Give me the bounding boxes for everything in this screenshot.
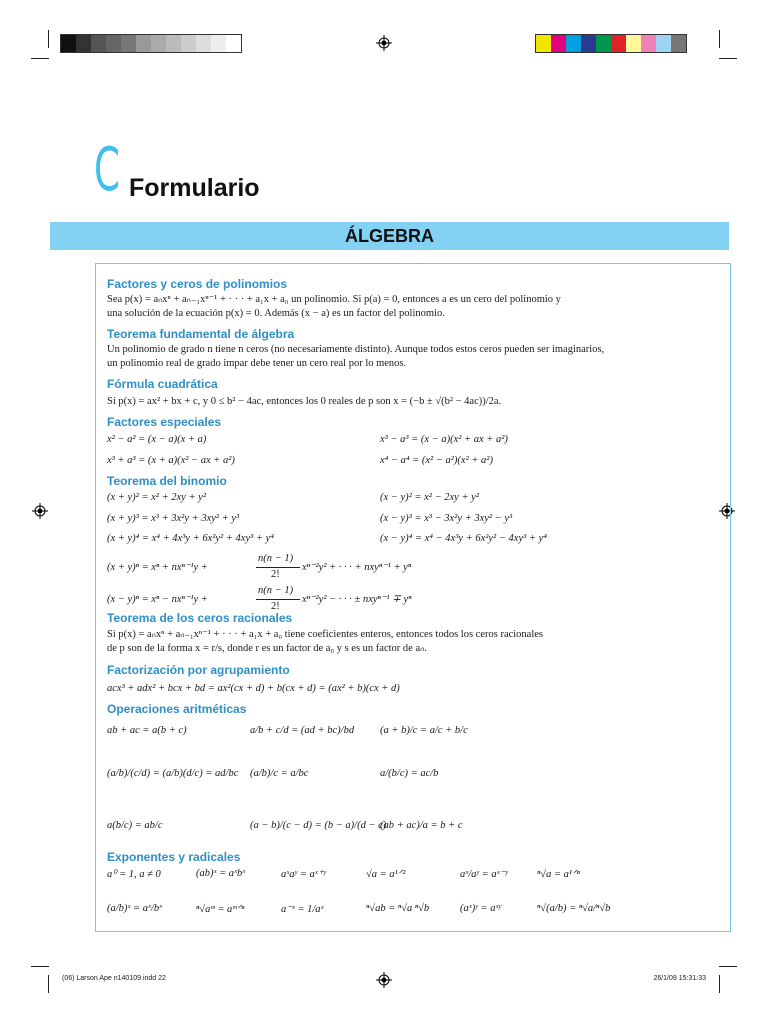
- color-patch: [136, 35, 151, 52]
- crop-mark: [719, 30, 720, 48]
- heading-teorema-fundamental: Teorema fundamental de álgebra: [107, 327, 295, 341]
- formula: x² − a² = (x − a)(x + a): [107, 434, 207, 445]
- formula: (aˣ)ʸ = aˣʸ: [460, 903, 502, 914]
- formula: (a/b)/(c/d) = (a/b)(d/c) = ad/bc: [107, 768, 239, 779]
- color-patch: [581, 35, 596, 52]
- color-patch: [196, 35, 211, 52]
- color-patch: [626, 35, 641, 52]
- registration-mark-top-icon: [376, 35, 392, 51]
- formula: (x − y)⁴ = x⁴ − 4x³y + 6x²y² − 4xy³ + y⁴: [380, 533, 547, 544]
- heading-exponentes-radicales: Exponentes y radicales: [107, 850, 241, 864]
- color-patch: [596, 35, 611, 52]
- text-line: Si p(x) = aₙxⁿ + aₙ₋₁xⁿ⁻¹ + · · · + a₁x + a₀ tiene coeficientes enteros, entonces todos los ceros racionales: [107, 629, 544, 640]
- fraction-numerator: n(n − 1): [258, 585, 294, 596]
- heading-factores-ceros: Factores y ceros de polinomios: [107, 277, 288, 291]
- formula: (x + y)² = x² + 2xy + y²: [107, 492, 206, 503]
- registration-mark-bottom-icon: [376, 972, 392, 988]
- color-bar: [535, 34, 687, 53]
- color-patch: [551, 35, 566, 52]
- formula: (x + y)³ = x³ + 3x²y + 3xy² + y³: [107, 513, 240, 524]
- crop-mark: [719, 58, 737, 59]
- color-patch: [151, 35, 166, 52]
- color-patch: [121, 35, 136, 52]
- formula: x⁴ − a⁴ = (x² − a²)(x² + a²): [380, 455, 493, 466]
- crop-mark: [719, 975, 720, 993]
- heading-operaciones-aritmeticas: Operaciones aritméticas: [107, 702, 247, 716]
- formula: ⁿ√ab = ⁿ√a ⁿ√b: [366, 903, 430, 914]
- formula: aˣaʸ = aˣ⁺ʸ: [281, 869, 326, 880]
- heading-factorizacion-agrupamiento: Factorización por agrupamiento: [107, 663, 290, 677]
- heading-formula-cuadratica: Fórmula cuadrática: [107, 377, 218, 391]
- crop-mark: [31, 966, 49, 967]
- fraction-denominator: 2!: [271, 601, 280, 612]
- heading-ceros-racionales: Teorema de los ceros racionales: [107, 611, 293, 625]
- text-line: de p son de la forma x = r/s, donde r es un factor de a₀ y s es un factor de aₙ.: [107, 643, 427, 654]
- formula: xⁿ⁻²y² − · · · ± nxyⁿ⁻¹ ∓ yⁿ: [302, 594, 412, 605]
- crop-mark: [48, 975, 49, 993]
- banner-title: ÁLGEBRA: [345, 225, 434, 246]
- chapter-title: Formulario: [129, 174, 260, 202]
- formula: x³ + a³ = (x + a)(x² − ax + a²): [107, 455, 235, 466]
- color-patch: [166, 35, 181, 52]
- formula: a/(b/c) = ac/b: [380, 768, 439, 779]
- crop-mark: [48, 30, 49, 48]
- text-line: Un polinomio de grado n tiene n ceros (no necesariamente distinto). Aunque todos estos ceros pueden ser imaginarios,: [107, 344, 605, 355]
- formula: (a/b)/c = a/bc: [250, 768, 309, 779]
- heading-teorema-binomio: Teorema del binomio: [107, 474, 227, 488]
- crop-mark: [31, 58, 49, 59]
- formula: (x + y)⁴ = x⁴ + 4x³y + 6x²y² + 4xy³ + y⁴: [107, 533, 274, 544]
- footer-file-info: (06) Larson Ape n140109.indd 22: [62, 975, 166, 982]
- color-patch: [566, 35, 581, 52]
- formula: (a − b)/(c − d) = (b − a)/(d − c): [250, 820, 387, 831]
- formula: (ab)ˣ = aˣbˣ: [196, 868, 246, 879]
- color-patch: [671, 35, 686, 52]
- text-line: un polinomio real de grado impar debe tener un cero real por lo menos.: [107, 358, 407, 369]
- formula: a(b/c) = ab/c: [107, 820, 163, 831]
- formula: ⁿ√aᵐ = aᵐᐟⁿ: [196, 904, 245, 915]
- formula: aˣ/aʸ = aˣ⁻ʸ: [460, 869, 508, 880]
- formula: xⁿ⁻²y² + · · · + nxyⁿ⁻¹ + yⁿ: [302, 562, 412, 573]
- formula: √a = a¹ᐟ²: [366, 869, 406, 880]
- formula: (x − y)² = x² − 2xy + y²: [380, 492, 479, 503]
- fraction-bar: [256, 599, 300, 600]
- formula: a⁰ = 1, a ≠ 0: [107, 869, 161, 880]
- color-patch: [91, 35, 106, 52]
- footer-timestamp: 26/1/09 15:31:33: [653, 975, 706, 982]
- formula: (x + y)ⁿ = xⁿ + nxⁿ⁻¹y +: [107, 562, 208, 573]
- chapter-letter: C: [94, 135, 120, 205]
- formula: a⁻ˣ = 1/aˣ: [281, 904, 324, 915]
- color-patch: [211, 35, 226, 52]
- crop-mark: [719, 966, 737, 967]
- text-line: Sea p(x) = aₙxⁿ + aₙ₋₁xⁿ⁻¹ + · · · + a₁x + a₀ un polinomio. Si p(a) = 0, entonces a es un cero del polinomio y: [107, 294, 561, 305]
- formula: (ab + ac)/a = b + c: [380, 820, 463, 831]
- color-patch: [181, 35, 196, 52]
- text-line: una solución de la ecuación p(x) = 0. Además (x − a) es un factor del polinomio.: [107, 308, 445, 319]
- formula: acx³ + adx² + bcx + bd = ax²(cx + d) + b(cx + d) = (ax² + b)(cx + d): [107, 683, 400, 694]
- color-patch: [106, 35, 121, 52]
- color-patch: [226, 35, 241, 52]
- text-line: Si p(x) = ax² + bx + c, y 0 ≤ b² − 4ac, entonces los 0 reales de p son x = (−b ± √(b² − 4ac))/2a.: [107, 396, 502, 407]
- fraction-numerator: n(n − 1): [258, 553, 294, 564]
- formula: (a/b)ˣ = aˣ/bˣ: [107, 903, 163, 914]
- formula: a/b + c/d = (ad + bc)/bd: [250, 725, 355, 736]
- color-patch: [656, 35, 671, 52]
- formula: ⁿ√a = a¹ᐟⁿ: [537, 869, 580, 880]
- formula: (a + b)/c = a/c + b/c: [380, 725, 468, 736]
- heading-factores-especiales: Factores especiales: [107, 415, 222, 429]
- registration-mark-left-icon: [32, 503, 48, 519]
- grayscale-bar: [60, 34, 242, 53]
- formula: (x − y)³ = x³ − 3x²y + 3xy² − y³: [380, 513, 513, 524]
- color-patch: [611, 35, 626, 52]
- color-patch: [76, 35, 91, 52]
- color-patch: [536, 35, 551, 52]
- color-patch: [61, 35, 76, 52]
- fraction-denominator: 2!: [271, 569, 280, 580]
- formula: ab + ac = a(b + c): [107, 725, 187, 736]
- color-patch: [641, 35, 656, 52]
- formula: (x − y)ⁿ = xⁿ − nxⁿ⁻¹y +: [107, 594, 208, 605]
- formula: x³ − a³ = (x − a)(x² + ax + a²): [380, 434, 508, 445]
- section-banner: [50, 222, 729, 250]
- formula: ⁿ√(a/b) = ⁿ√a/ⁿ√b: [537, 903, 611, 914]
- fraction-bar: [256, 567, 300, 568]
